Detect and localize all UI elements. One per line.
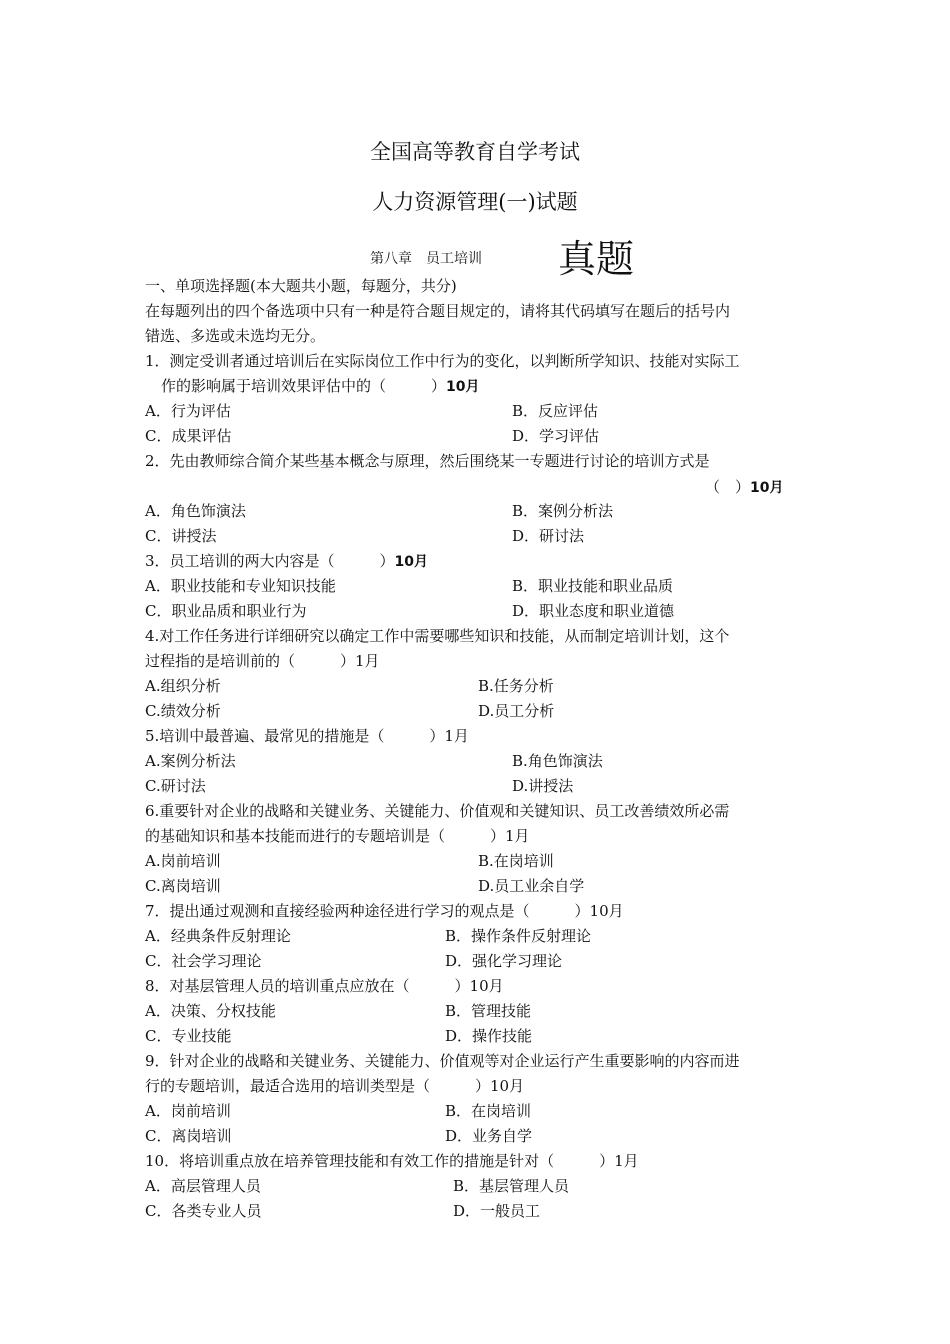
question-3 bbox=[145, 551, 428, 572]
question-text: 7．提出通过观测和直接经验两种途径进行学习的观点是（ ）10月 bbox=[145, 902, 624, 920]
option-b: B．职业技能和职业品质 bbox=[512, 577, 674, 595]
option-d: D．操作技能 bbox=[445, 1027, 533, 1045]
option-d: D．学习评估 bbox=[512, 427, 600, 445]
option-a: A．高层管理人员 bbox=[145, 1177, 261, 1195]
option-c: C．各类专业人员 bbox=[145, 1202, 262, 1220]
option-a: A．职业技能和专业知识技能 bbox=[145, 577, 336, 595]
question-text: 5.培训中最普遍、最常见的措施是（ ）1月 bbox=[145, 727, 469, 745]
option-b: B．反应评估 bbox=[512, 402, 599, 420]
question-4 bbox=[145, 626, 730, 670]
question-text: 6.重要针对企业的战略和关键业务、关键能力、价值观和关键知识、员工改善绩效所必需 bbox=[145, 802, 730, 820]
option-b: B．在岗培训 bbox=[445, 1102, 532, 1120]
question-text: 2．先由教师综合简介某些基本概念与原理，然后围绕某一专题进行讨论的培训方式是 bbox=[145, 452, 710, 470]
option-c: C.研讨法 bbox=[145, 777, 206, 795]
option-b: B．案例分析法 bbox=[512, 502, 614, 520]
option-a: A．岗前培训 bbox=[145, 1102, 231, 1120]
question-9 bbox=[145, 1051, 740, 1095]
option-c: C．专业技能 bbox=[145, 1027, 232, 1045]
option-a: A．经典条件反射理论 bbox=[145, 927, 291, 945]
section-heading: 一、单项选择题(本大题共小题，每题分，共分) bbox=[145, 277, 457, 295]
question-text: 1．测定受训者通过培训后在实际岗位工作中行为的变化，以判断所学知识、技能对实际工 bbox=[145, 352, 740, 370]
option-c: C.绩效分析 bbox=[145, 702, 221, 720]
question-6 bbox=[145, 801, 730, 845]
exam-title: 全国高等教育自学考试 bbox=[370, 140, 580, 164]
question-text-cont: 过程指的是培训前的（ ）1月 bbox=[145, 652, 380, 670]
question-text: 10．将培训重点放在培养管理技能和有效工作的措施是针对（ ）1月 bbox=[145, 1152, 639, 1170]
option-d: D．职业态度和职业道德 bbox=[512, 602, 675, 620]
option-a: A.组织分析 bbox=[145, 677, 221, 695]
option-b: B．管理技能 bbox=[445, 1002, 532, 1020]
question-8 bbox=[145, 976, 504, 996]
option-c: C．职业品质和职业行为 bbox=[145, 602, 307, 620]
option-d: D．业务自学 bbox=[445, 1127, 533, 1145]
exam-date-tag: 10月 bbox=[750, 480, 784, 496]
question-text-cont: 行的专题培训，最适合选用的培训类型是（ ）10月 bbox=[145, 1077, 525, 1095]
question-7 bbox=[145, 901, 624, 921]
question-1 bbox=[145, 351, 740, 395]
option-b: B.角色饰演法 bbox=[512, 752, 603, 770]
option-d: D.讲授法 bbox=[512, 777, 574, 795]
option-a: A.岗前培训 bbox=[145, 852, 221, 870]
section-instruction: 错选、多选或未选均无分。 bbox=[145, 327, 326, 345]
option-d: D.员工业余自学 bbox=[478, 877, 585, 895]
option-b: B.在岗培训 bbox=[478, 852, 554, 870]
question-5 bbox=[145, 726, 469, 746]
option-c: C.离岗培训 bbox=[145, 877, 221, 895]
option-c: C．社会学习理论 bbox=[145, 952, 262, 970]
option-d: D．强化学习理论 bbox=[445, 952, 563, 970]
option-d: D.员工分析 bbox=[478, 702, 555, 720]
option-a: A．决策、分权技能 bbox=[145, 1002, 276, 1020]
option-b: B.任务分析 bbox=[478, 677, 554, 695]
option-c: C．讲授法 bbox=[145, 527, 217, 545]
question-text: 9．针对企业的战略和关键业务、关键能力、价值观等对企业运行产生重要影响的内容而进 bbox=[145, 1052, 740, 1070]
question-text: 8．对基层管理人员的培训重点应放在（ ）10月 bbox=[145, 977, 504, 995]
question-text-cont: 的基础知识和基本技能而进行的专题培训是（ ）1月 bbox=[145, 827, 530, 845]
option-c: C．离岗培训 bbox=[145, 1127, 232, 1145]
option-a: A.案例分析法 bbox=[145, 752, 236, 770]
option-d: D．研讨法 bbox=[512, 527, 585, 545]
real-exam-stamp: 真题 bbox=[558, 237, 635, 281]
chapter-heading bbox=[0, 228, 950, 281]
exam-date-tag: 10月 bbox=[394, 554, 429, 570]
question-text-cont: 作的影响属于培训效果评估中的（ ）10月 bbox=[161, 377, 480, 395]
option-b: B．基层管理人员 bbox=[453, 1177, 570, 1195]
chapter-title: 第八章 员工培训 bbox=[370, 251, 482, 267]
question-text-cont: （ ）10月 bbox=[705, 478, 784, 496]
option-d: D．一般员工 bbox=[453, 1202, 541, 1220]
option-a: A．角色饰演法 bbox=[145, 502, 246, 520]
question-10 bbox=[145, 1151, 639, 1171]
option-a: A．行为评估 bbox=[145, 402, 231, 420]
question-text: 4.对工作任务进行详细研究以确定工作中需要哪些知识和技能，从而制定培训计划，这个 bbox=[145, 627, 730, 645]
exam-subtitle: 人力资源管理(一)试题 bbox=[372, 190, 578, 214]
question-2 bbox=[145, 451, 710, 471]
option-b: B．操作条件反射理论 bbox=[445, 927, 592, 945]
option-c: C．成果评估 bbox=[145, 427, 232, 445]
exam-date-tag: 10月 bbox=[446, 379, 480, 395]
section-instruction: 在每题列出的四个备选项中只有一种是符合题目规定的，请将其代码填写在题后的括号内 bbox=[145, 302, 731, 320]
question-text: 3．员工培训的两大内容是（ ） bbox=[145, 552, 395, 570]
